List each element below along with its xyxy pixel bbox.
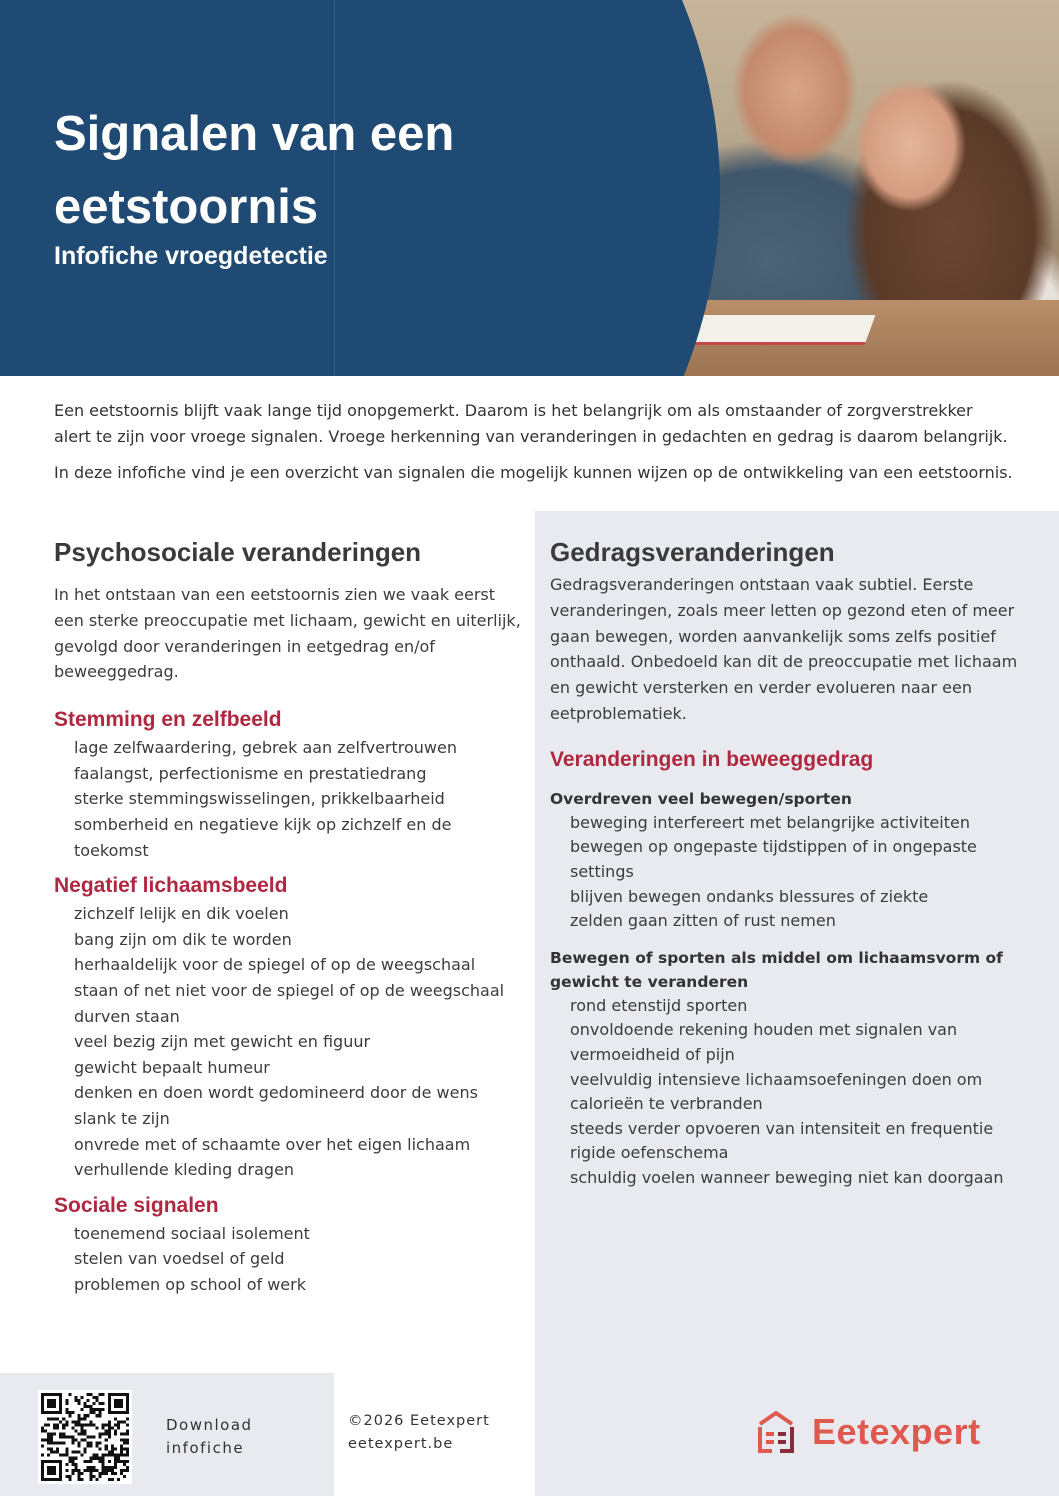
list-item: beweging interfereert met belangrijke activiteiten	[570, 812, 971, 832]
section-heading: Gedragsveranderingen	[550, 537, 835, 567]
intro	[54, 398, 1014, 486]
signal-list	[54, 735, 524, 863]
list-item: bewegen op ongepaste tijdstippen of in ongepaste settings	[570, 837, 977, 881]
list-item: blijven bewegen ondanks blessures of ziekte	[570, 886, 929, 906]
page-subtitle: Infofiche vroegdetectie	[54, 242, 328, 270]
subsection-heading: Stemming en zelfbeeld	[54, 708, 282, 732]
list-item: sterke stemmingswisselingen, prikkelbaarheid	[74, 789, 445, 809]
list-item: veelvuldig intensieve lichaamsoefeningen doen om calorieën te verbranden	[570, 1069, 983, 1114]
section-text: Gedragsveranderingen ontstaan vaak subtiel. Eerste veranderingen, zoals meer letten op gezond eten of meer gaan bewegen, worden aanvankelijk soms zelfs positief onthaald. Onbedoeld kan dit de preoccupatie met lichaam en gewicht versterken en verder evolueren naar een eetproblematiek.	[550, 575, 1018, 723]
subsection-heading: Sociale signalen	[54, 1193, 219, 1217]
list-item: rond etenstijd sporten	[570, 995, 748, 1015]
section-heading: Psychosociale veranderingen	[54, 537, 422, 567]
intro-paragraph: In deze infofiche vind je een overzicht van signalen die mogelijk kunnen wijzen op de ontwikkeling van een eetstoornis.	[54, 463, 1013, 482]
list-item: problemen op school of werk	[74, 1274, 306, 1294]
list-item: verhullende kleding dragen	[74, 1160, 295, 1180]
signal-list	[54, 1221, 524, 1298]
signal-list	[550, 994, 1020, 1191]
copyright-text: ©2026 Eetexpert	[348, 1413, 490, 1429]
list-item: onvoldoende rekening houden met signalen van vermoeidheid of pijn	[570, 1020, 958, 1064]
signal-list	[54, 901, 524, 1183]
footer-credits	[348, 1410, 490, 1456]
section-text: In het ontstaan van een eetstoornis zien we vaak eerst een sterke preoccupatie met lichaam, gewicht en uiterlijk, gevolgd door veranderingen in eetgedrag en/of beweeggedrag.	[54, 585, 521, 682]
list-item: toenemend sociaal isolement	[74, 1223, 310, 1243]
list-item: rigide oefenschema	[570, 1143, 729, 1163]
list-item: herhaaldelijk voor de spiegel of op de weegschaal	[74, 955, 476, 975]
list-item: schuldig voelen wanneer beweging niet kan doorgaan	[570, 1167, 1004, 1187]
qr-code-icon[interactable]	[38, 1390, 132, 1484]
list-item: onvrede met of schaamte over het eigen lichaam	[74, 1134, 471, 1154]
download-label-line: infofiche	[166, 1439, 245, 1457]
list-item: steeds verder opvoeren van intensiteit en frequentie	[570, 1118, 994, 1138]
group-heading: Bewegen of sporten als middel om lichaamsvorm of gewicht te veranderen	[550, 948, 1003, 991]
list-item: zelden gaan zitten of rust nemen	[570, 911, 836, 931]
signal-list	[550, 811, 1020, 934]
download-label	[166, 1414, 253, 1460]
psychosocial-column	[54, 534, 524, 1297]
list-item: lage zelfwaardering, gebrek aan zelfvertrouwen	[74, 738, 457, 758]
list-item: somberheid en negatieve kijk op zichzelf en de toekomst	[74, 814, 452, 860]
eetexpert-logo	[756, 1410, 981, 1454]
list-item: bang zijn om dik te worden	[74, 929, 292, 949]
subsection-heading: Veranderingen in beweeggedrag	[550, 747, 874, 771]
group-heading: Overdreven veel bewegen/sporten	[550, 789, 852, 808]
hero-banner	[0, 0, 1059, 376]
list-item: gewicht bepaalt humeur	[74, 1057, 270, 1077]
page-title: Signalen van een eetstoornis	[54, 107, 455, 234]
subsection-heading: Negatief lichaamsbeeld	[54, 874, 288, 898]
download-label-line: Download	[166, 1416, 253, 1434]
list-item: veel bezig zijn met gewicht en figuur	[74, 1032, 371, 1052]
list-item: staan of net niet voor de spiegel of op de weegschaal durven staan	[74, 980, 505, 1026]
intro-paragraph: Een eetstoornis blijft vaak lange tijd onopgemerkt. Daarom is het belangrijk om als omstaander of zorgverstrekker alert te zijn voor vroege signalen. Vroege herkenning van veranderingen in gedachten en gedrag is daarom belangrijk.	[54, 401, 1008, 446]
house-logo-icon	[756, 1410, 796, 1454]
list-item: denken en doen wordt gedomineerd door de wens slank te zijn	[74, 1083, 478, 1128]
logo-wordmark: Eetexpert	[812, 1411, 981, 1452]
list-item: faalangst, perfectionisme en prestatiedrang	[74, 763, 427, 783]
behaviour-column	[550, 534, 1020, 1191]
list-item: stelen van voedsel of geld	[74, 1249, 285, 1269]
list-item: zichzelf lelijk en dik voelen	[74, 904, 289, 924]
website-link[interactable]: eetexpert.be	[348, 1436, 454, 1452]
